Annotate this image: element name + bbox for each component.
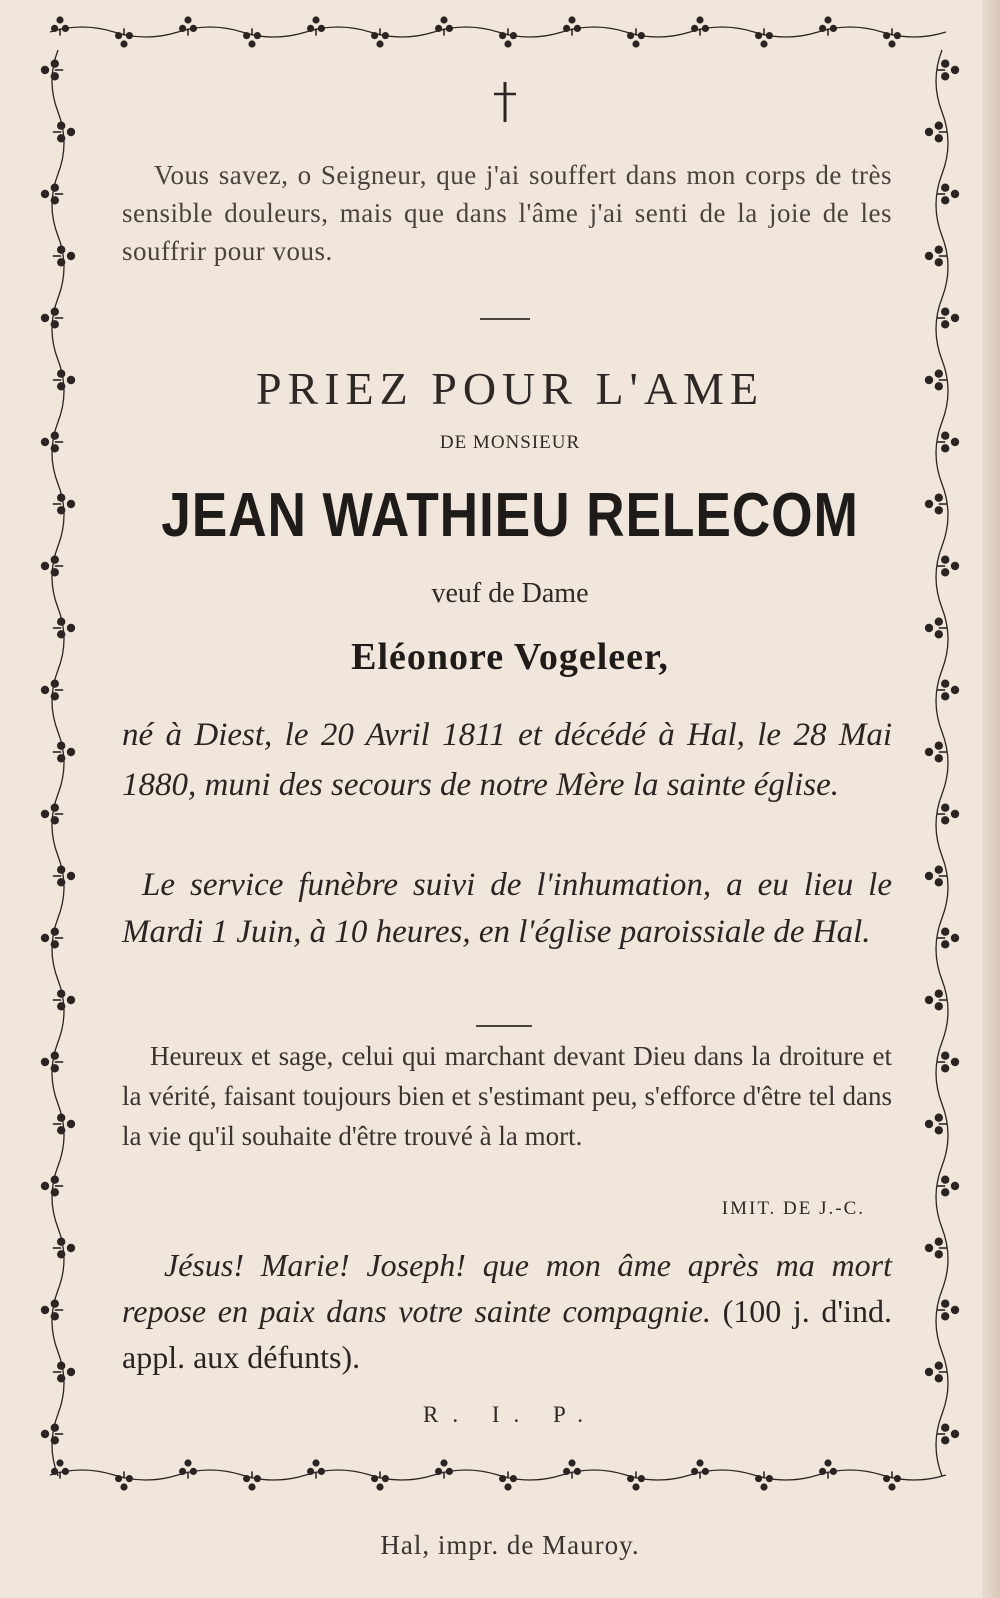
divider (476, 1025, 532, 1027)
trefoil-ornament (371, 1471, 389, 1490)
trefoil-ornament (53, 122, 75, 143)
trefoil-ornament (937, 556, 959, 577)
rip-text: R. I. P. (423, 1402, 597, 1427)
trefoil-ornament (307, 16, 325, 35)
subheading: DE MONSIEUR (439, 432, 581, 453)
trefoil-ornament (53, 1238, 75, 1259)
trefoil-ornament (53, 246, 75, 267)
trefoil-ornament (691, 1459, 709, 1478)
trefoil-ornament (499, 28, 517, 47)
biography-text: né à Diest, le 20 Avril 1811 et décédé à Hal, le 28 Mai 1880, muni des secours de notre Mère la sainte église. (122, 717, 892, 803)
trefoil-ornament (243, 1471, 261, 1490)
trefoil-ornament (937, 1176, 959, 1197)
trefoil-ornament (819, 16, 837, 35)
trefoil-ornament (53, 742, 75, 763)
trefoil-ornament (937, 60, 959, 81)
trefoil-ornament (51, 16, 69, 35)
trefoil-ornament (53, 618, 75, 639)
trefoil-ornament (53, 866, 75, 887)
quote-source: IMIT. DE J.-C. (721, 1198, 865, 1219)
trefoil-ornament (41, 432, 63, 453)
trefoil-ornament (499, 1471, 517, 1490)
quote-text: Heureux et sage, celui qui marchant devant Dieu dans la droiture et la vérité, faisant toujours bien et s'estimant peu, s'efforce d'être tel dans la vie qu'il souhaite d'être trouvé à la mort. (122, 1041, 892, 1151)
service-text: Le service funèbre suivi de l'inhumation, a eu lieu le Mardi 1 Juin, à 10 heures, en l'église paroissiale de Hal. (122, 867, 892, 950)
trefoil-ornament (937, 680, 959, 701)
trefoil-ornament (925, 618, 947, 639)
deceased-name: JEAN WATHIEU RELECOM (161, 481, 859, 550)
trefoil-ornament (53, 494, 75, 515)
trefoil-ornament (53, 370, 75, 391)
trefoil-ornament (925, 370, 947, 391)
trefoil-ornament (41, 1300, 63, 1321)
trefoil-ornament (925, 990, 947, 1011)
trefoil-ornament (883, 1471, 901, 1490)
trefoil-ornament (925, 494, 947, 515)
trefoil-ornament (755, 1471, 773, 1490)
printer-imprint: Hal, impr. de Mauroy. (380, 1530, 640, 1560)
trefoil-ornament (925, 742, 947, 763)
trefoil-ornament (41, 928, 63, 949)
trefoil-ornament (115, 1471, 133, 1490)
trefoil-ornament (53, 1362, 75, 1383)
trefoil-ornament (937, 1424, 959, 1445)
trefoil-ornament (41, 184, 63, 205)
trefoil-ornament (179, 1459, 197, 1478)
trefoil-ornament (41, 308, 63, 329)
trefoil-ornament (937, 1052, 959, 1073)
trefoil-ornament (627, 28, 645, 47)
trefoil-ornament (937, 928, 959, 949)
trefoil-ornament (115, 28, 133, 47)
trefoil-ornament (755, 28, 773, 47)
prayer-note: (100 j. d'ind. appl. aux défunts). (122, 1293, 893, 1375)
trefoil-ornament (41, 1424, 63, 1445)
trefoil-ornament (41, 556, 63, 577)
trefoil-ornament (691, 16, 709, 35)
trefoil-ornament (937, 308, 959, 329)
trefoil-ornament (937, 1300, 959, 1321)
trefoil-ornament (179, 16, 197, 35)
trefoil-ornament (435, 1459, 453, 1478)
trefoil-ornament (371, 28, 389, 47)
trefoil-ornament (563, 1459, 581, 1478)
wife-name: Eléonore Vogeleer, (351, 636, 669, 678)
trefoil-ornament (53, 1114, 75, 1135)
trefoil-ornament (937, 804, 959, 825)
trefoil-ornament (925, 866, 947, 887)
trefoil-ornament (925, 1362, 947, 1383)
trefoil-ornament (435, 16, 453, 35)
trefoil-ornament (883, 28, 901, 47)
trefoil-ornament (937, 184, 959, 205)
trefoil-ornament (243, 28, 261, 47)
prayer-italic: Jésus! Marie! Joseph! que mon âme après ma mort repose en paix dans votre sainte compagnie. (122, 1247, 892, 1329)
trefoil-ornament (925, 1238, 947, 1259)
trefoil-ornament (41, 1052, 63, 1073)
cross-icon (490, 78, 520, 128)
trefoil-ornament (819, 1459, 837, 1478)
trefoil-ornament (41, 1176, 63, 1197)
epigraph-text: Vous savez, o Seigneur, que j'ai souffert dans mon corps de très sensible douleurs, mais que dans l'âme j'ai senti de la joie de les souffrir pour vous. (122, 160, 892, 266)
trefoil-ornament (41, 804, 63, 825)
trefoil-ornament (53, 990, 75, 1011)
trefoil-ornament (41, 60, 63, 81)
trefoil-ornament (925, 1114, 947, 1135)
heading: PRIEZ POUR L'AME (255, 363, 765, 414)
divider (480, 318, 530, 320)
trefoil-ornament (937, 432, 959, 453)
trefoil-ornament (925, 246, 947, 267)
trefoil-ornament (563, 16, 581, 35)
trefoil-ornament (307, 1459, 325, 1478)
trefoil-ornament (41, 680, 63, 701)
trefoil-ornament (627, 1471, 645, 1490)
prayer-text (122, 1242, 892, 1380)
widower-line: veuf de Dame (431, 578, 589, 609)
trefoil-ornament (925, 122, 947, 143)
